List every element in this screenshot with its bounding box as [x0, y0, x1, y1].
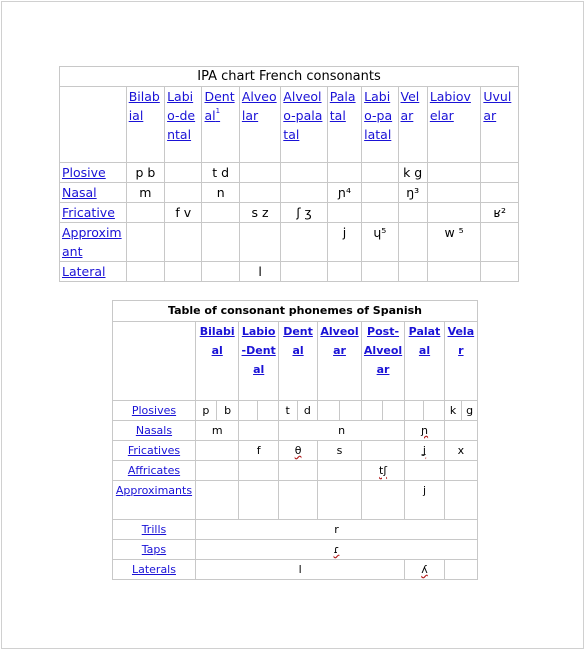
ipa-cell: [165, 262, 202, 282]
sp-cell: [258, 401, 279, 421]
sp-phoneme: ʎ: [421, 563, 428, 576]
ipa-cell: [481, 163, 519, 183]
ipa-cell: [398, 223, 427, 262]
ipa-cell: [281, 163, 327, 183]
sp-cell: r: [195, 520, 477, 540]
sp-cell: [405, 441, 444, 461]
sp-col-palatal[interactable]: Palatal: [408, 325, 441, 357]
ipa-row-label[interactable]: Approximant: [62, 225, 122, 259]
sp-cell: [278, 461, 317, 481]
ipa-cell: ʃ ʒ: [281, 203, 327, 223]
sp-cell: j: [405, 481, 444, 520]
sp-cell: p: [195, 401, 216, 421]
ipa-cell: [281, 183, 327, 203]
sp-row-label[interactable]: Nasals: [135, 424, 173, 437]
sp-row-label[interactable]: Trills: [141, 523, 167, 536]
ipa-cell: [126, 262, 164, 282]
ipa-cell: f v: [165, 203, 202, 223]
sp-row-trills: [113, 520, 478, 540]
ipa-cell: j: [327, 223, 361, 262]
sp-row-label[interactable]: Approximants: [115, 484, 193, 497]
ipa-row-nasal: [60, 183, 519, 203]
sp-cell: [405, 560, 444, 580]
ipa-row-approximant: [60, 223, 519, 262]
ipa-cell: [239, 183, 280, 203]
sp-cell: [239, 401, 258, 421]
ipa-col-labiovelar[interactable]: Labiovelar: [429, 89, 471, 123]
sp-col-bilabial[interactable]: Bilabial: [199, 325, 235, 357]
sp-cell: [318, 401, 340, 421]
ipa-col-labio-palatal[interactable]: Labio-palatal: [364, 89, 393, 142]
sp-cell: l: [195, 560, 404, 580]
spanish-consonant-table: [112, 300, 478, 580]
ipa-cell: [362, 183, 398, 203]
ipa-cell: [239, 163, 280, 183]
sp-row-approximants: [113, 481, 478, 520]
ipa-cell: [398, 262, 427, 282]
sp-col-dental[interactable]: Dental: [283, 325, 313, 357]
sp-cell: k: [444, 401, 462, 421]
ipa-col-uvular[interactable]: Uvular: [483, 89, 512, 123]
sp-cell: b: [216, 401, 239, 421]
sp-phoneme: ʝ: [422, 444, 427, 457]
sp-cell: [444, 461, 477, 481]
ipa-row-label[interactable]: Fricative: [62, 205, 115, 220]
ipa-cell: k g: [398, 163, 427, 183]
sp-cell: n: [278, 421, 404, 441]
ipa-cell: [165, 163, 202, 183]
ipa-col-dental[interactable]: Dental$^1$: [204, 89, 235, 123]
ipa-col-alveolar[interactable]: Alveolar: [241, 89, 277, 123]
ipa-col-labiodental[interactable]: Labio-dental: [167, 89, 196, 142]
sp-row-nasals: [113, 421, 478, 441]
ipa-cell: [362, 163, 398, 183]
ipa-row-fricative: [60, 203, 519, 223]
ipa-header-row: [60, 87, 519, 163]
sp-cell: [444, 560, 477, 580]
sp-cell: [361, 441, 405, 461]
sp-row-plosives: [113, 401, 478, 421]
ipa-col-alveolo-palatal[interactable]: Alveolo-palatal: [283, 89, 323, 142]
ipa-cell: [327, 262, 361, 282]
sp-cell: [444, 421, 477, 441]
sp-row-label[interactable]: Plosives: [131, 404, 177, 417]
ipa-cell: [239, 223, 280, 262]
sp-cell: [239, 481, 278, 520]
sp-cell: [405, 421, 444, 441]
spanish-header-row: [113, 322, 478, 401]
ipa-col-velar[interactable]: Velar: [400, 89, 420, 123]
sp-col-labiodental[interactable]: Labio-Dental: [241, 325, 276, 376]
sp-row-label[interactable]: Taps: [141, 543, 167, 556]
ipa-cell: [481, 183, 519, 203]
sp-cell: [278, 441, 317, 461]
ipa-cell: p b: [126, 163, 164, 183]
ipa-table-title: IPA chart French consonants: [60, 67, 519, 87]
sp-cell: [361, 401, 382, 421]
sp-cell: [361, 461, 405, 481]
ipa-cell: w ⁵: [427, 223, 481, 262]
sp-row-taps: [113, 540, 478, 560]
ipa-cell: [427, 183, 481, 203]
sp-cell: [318, 461, 362, 481]
ipa-cell: t d: [202, 163, 239, 183]
sp-phoneme: θ: [294, 444, 302, 457]
ipa-cell: l: [239, 262, 280, 282]
sp-cell: [239, 421, 278, 441]
ipa-cell: s z: [239, 203, 280, 223]
sp-cell: [405, 401, 424, 421]
sp-cell: s: [318, 441, 362, 461]
sp-row-laterals: [113, 560, 478, 580]
ipa-cell: [362, 262, 398, 282]
sp-cell: f: [239, 441, 278, 461]
ipa-cell: [398, 203, 427, 223]
ipa-cell: [202, 203, 239, 223]
sp-cell: [361, 481, 405, 520]
ipa-row-label[interactable]: Lateral: [62, 264, 106, 279]
ipa-cell: [281, 223, 327, 262]
ipa-cell: ɥ⁵: [362, 223, 398, 262]
ipa-col-bilabial[interactable]: Bilabial: [128, 89, 160, 123]
sp-col-alveolar[interactable]: Alveolar: [320, 325, 359, 357]
ipa-cell: [202, 223, 239, 262]
sp-cell: d: [297, 401, 318, 421]
sp-cell: [239, 461, 278, 481]
sp-row-label[interactable]: Affricates: [127, 464, 181, 477]
sp-cell: [278, 481, 317, 520]
ipa-header-corner: [60, 87, 127, 163]
ipa-row-label[interactable]: Nasal: [62, 185, 97, 200]
ipa-french-table: [59, 66, 519, 282]
ipa-cell: m: [126, 183, 164, 203]
ipa-cell: [427, 203, 481, 223]
sp-col-post-alveolar[interactable]: Post-Alveolar: [363, 325, 403, 376]
sp-cell: [195, 461, 239, 481]
ipa-cell: [362, 203, 398, 223]
sp-cell: [318, 481, 362, 520]
sp-phoneme: tʃ: [379, 464, 388, 477]
ipa-cell: [126, 223, 164, 262]
sp-row-affricates: [113, 461, 478, 481]
sp-cell: [195, 481, 239, 520]
sp-row-fricatives: [113, 441, 478, 461]
ipa-cell: [202, 262, 239, 282]
ipa-cell: [327, 163, 361, 183]
sp-row-label[interactable]: Fricatives: [127, 444, 181, 457]
ipa-cell: [427, 163, 481, 183]
ipa-cell: ɲ⁴: [327, 183, 361, 203]
spanish-table-title: Table of consonant phonemes of Spanish: [113, 301, 478, 322]
sp-cell: t: [278, 401, 297, 421]
ipa-cell: n: [202, 183, 239, 203]
ipa-cell: ŋ³: [398, 183, 427, 203]
ipa-cell: [165, 183, 202, 203]
sp-cell: [423, 401, 444, 421]
ipa-cell: ʁ²: [481, 203, 519, 223]
sp-row-label[interactable]: Laterals: [131, 563, 176, 576]
sp-cell: m: [195, 421, 239, 441]
sp-cell: [195, 540, 477, 560]
sp-cell: [405, 461, 444, 481]
ipa-col-palatal[interactable]: Palatal: [329, 89, 356, 123]
ipa-row-lateral: [60, 262, 519, 282]
sp-cell: [382, 401, 405, 421]
ipa-cell: [126, 203, 164, 223]
sp-col-velar[interactable]: Velar: [447, 325, 475, 357]
sp-cell: [340, 401, 362, 421]
ipa-cell: [327, 203, 361, 223]
ipa-row-label[interactable]: Plosive: [62, 165, 106, 180]
ipa-cell: [481, 223, 519, 262]
ipa-row-plosive: [60, 163, 519, 183]
sp-cell: [444, 481, 477, 520]
ipa-cell: [481, 262, 519, 282]
ipa-cell: [427, 262, 481, 282]
ipa-cell: [165, 223, 202, 262]
sp-cell: g: [462, 401, 478, 421]
sp-cell: [195, 441, 239, 461]
spanish-header-corner: [113, 322, 196, 401]
sp-cell: x: [444, 441, 477, 461]
sp-phoneme: ɾ: [333, 543, 340, 556]
sp-phoneme: ɲ: [420, 424, 429, 437]
ipa-cell: [281, 262, 327, 282]
